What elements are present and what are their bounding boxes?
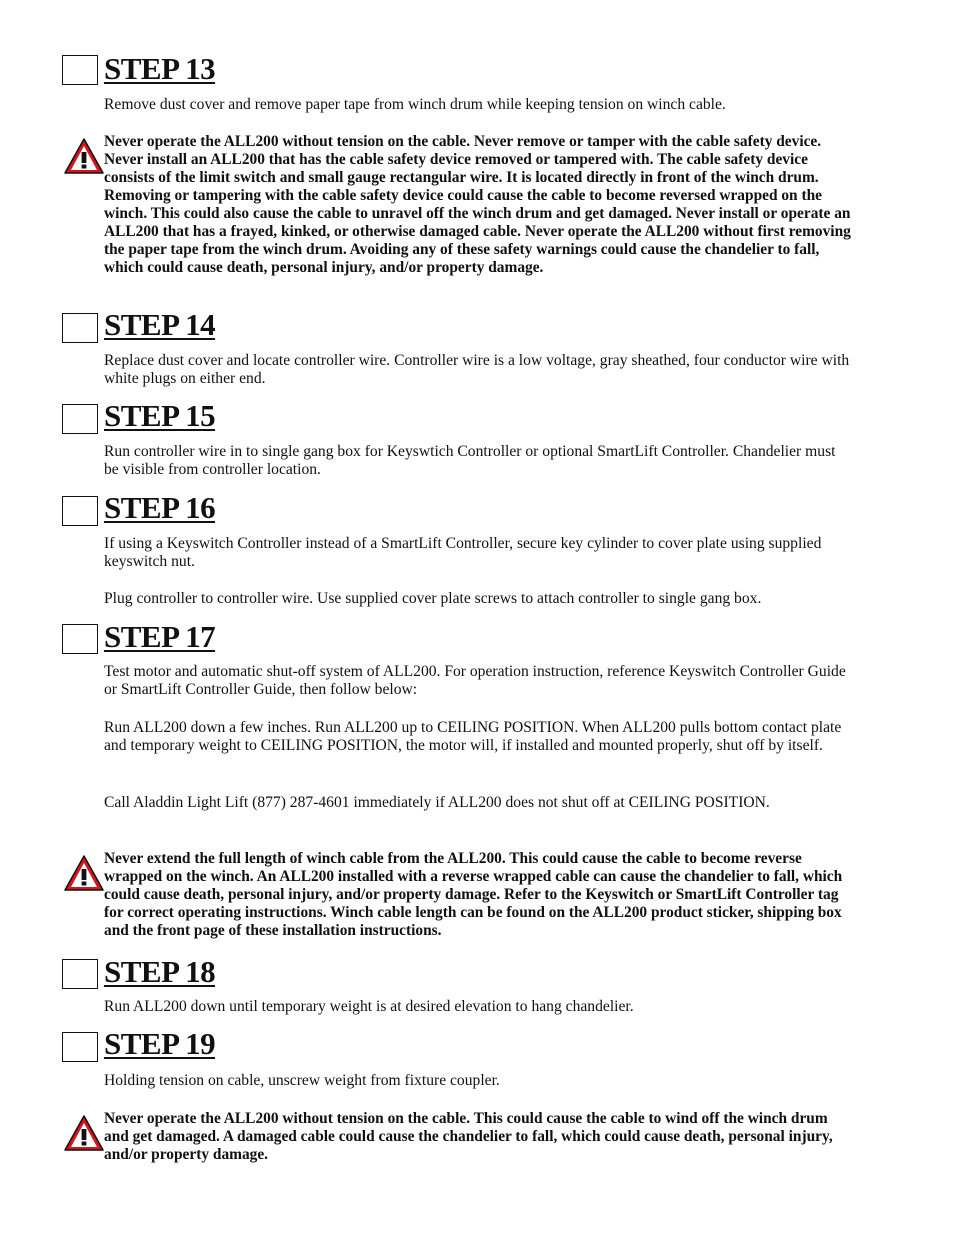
step-16-title: STEP 16 <box>104 490 216 525</box>
step-17-warning: Never extend the full length of winch cable from the ALL200. This could cause the cable to become reverse wrapped on the winch. An ALL200 installed with a reverse wrapped cable can cause the chandelier to fall, which could cause death, personal injury, and/or property damage. Refer to the Keyswitch or SmartLift Controller tag for correct operating instructions. Winch cable length can be found on the ALL200 product sticker, shipping box and the front page of these installation instructions. <box>104 850 843 939</box>
warning-triangle-icon <box>63 854 105 892</box>
step-19-checkbox[interactable] <box>62 1032 98 1062</box>
step-17-text-1: Test motor and automatic shut-off system of ALL200. For operation instruction, reference Keyswitch Controller Guide or SmartLift Controller Guide, then follow below: <box>104 663 846 699</box>
step-18-title: STEP 18 <box>104 954 216 989</box>
warning-triangle-icon <box>63 137 105 175</box>
step-16-checkbox[interactable] <box>62 496 98 526</box>
step-19-title: STEP 19 <box>104 1026 216 1061</box>
step-17-text-2: Run ALL200 down a few inches. Run ALL200 up to CEILING POSITION. When ALL200 pulls bottom contact plate and temporary weight to CEILING POSITION, the motor will, if installed and mounted properly, shut off by itself. <box>104 719 842 755</box>
step-14-checkbox[interactable] <box>62 313 98 343</box>
step-17-title: STEP 17 <box>104 619 216 654</box>
warning-triangle-icon <box>63 1114 105 1152</box>
step-17-text-3: Call Aladdin Light Lift (877) 287-4601 immediately if ALL200 does not shut off at CEILING POSITION. <box>104 794 770 811</box>
step-18-checkbox[interactable] <box>62 959 98 989</box>
step-13-title: STEP 13 <box>104 51 216 86</box>
step-13-warning: Never operate the ALL200 without tension on the cable. Never remove or tamper with the cable safety device. Never install an ALL200 that has the cable safety device removed or tampered with. The cable safety device consists of the limit switch and small gauge rectangular wire. It is located directly in front of the winch drum. Removing or tampering with the cable safety device could cause the cable to become reversed wrapped on the winch. This could also cause the cable to unravel off the winch drum and get damaged. Never install or operate an ALL200 that has a frayed, kinked, or otherwise damaged cable. Never operate the ALL200 without first removing the paper tape from the winch drum. Avoiding any of these safety warnings could cause the chandelier to fall, which could cause death, personal injury, and/or property damage. <box>104 133 851 276</box>
step-17-checkbox[interactable] <box>62 624 98 654</box>
step-15-text: Run controller wire in to single gang box for Keyswtich Controller or optional SmartLift Controller. Chandelier must be visible from controller location. <box>104 443 836 479</box>
step-19-text: Holding tension on cable, unscrew weight from fixture coupler. <box>104 1072 500 1089</box>
step-14-title: STEP 14 <box>104 307 216 342</box>
step-16-text-1: If using a Keyswitch Controller instead of a SmartLift Controller, secure key cylinder to cover plate using supplied keyswitch nut. <box>104 535 822 571</box>
step-13-text: Remove dust cover and remove paper tape from winch drum while keeping tension on winch cable. <box>104 96 726 113</box>
step-16-text-2: Plug controller to controller wire. Use supplied cover plate screws to attach controller to single gang box. <box>104 590 762 607</box>
step-15-title: STEP 15 <box>104 398 216 433</box>
step-19-warning: Never operate the ALL200 without tension on the cable. This could cause the cable to wind off the winch drum and get damaged. A damaged cable could cause the chandelier to fall, which could cause death, personal injury, and/or property damage. <box>104 1110 833 1163</box>
step-13-checkbox[interactable] <box>62 55 98 85</box>
step-14-text: Replace dust cover and locate controller wire. Controller wire is a low voltage, gray sheathed, four conductor wire with white plugs on either end. <box>104 352 850 388</box>
step-15-checkbox[interactable] <box>62 404 98 434</box>
step-18-text: Run ALL200 down until temporary weight is at desired elevation to hang chandelier. <box>104 998 634 1015</box>
